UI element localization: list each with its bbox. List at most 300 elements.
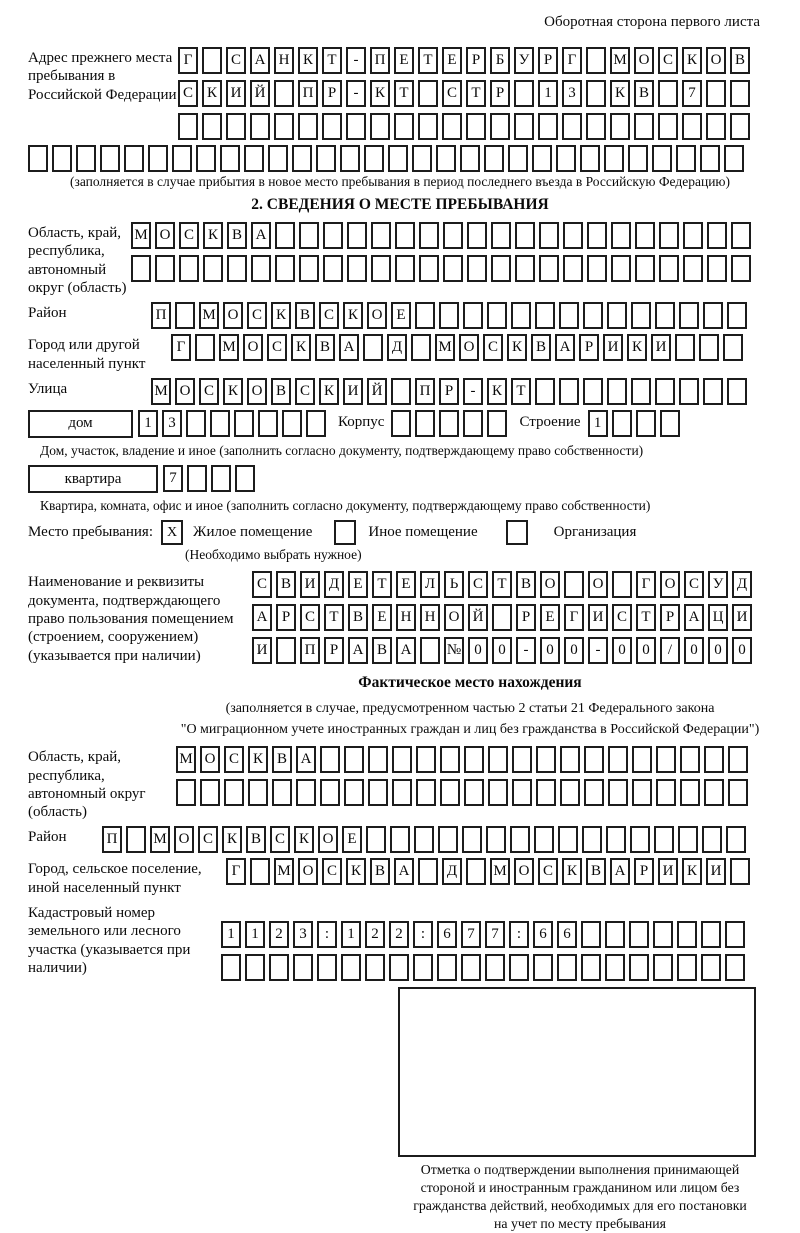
char-cell: № — [444, 637, 464, 664]
char-cell — [368, 779, 388, 806]
char-cell — [704, 746, 724, 773]
char-cell: : — [317, 921, 337, 948]
char-cell: / — [660, 637, 680, 664]
stamp-note-line-1: Отметка о подтверждении выполнения принимающей — [420, 1161, 740, 1177]
char-cell — [514, 80, 534, 107]
char-cell: Д — [324, 571, 344, 598]
char-cell — [511, 302, 531, 329]
char-cell — [584, 779, 604, 806]
char-cell — [538, 113, 558, 140]
char-cell — [535, 378, 555, 405]
char-cell: 6 — [557, 921, 577, 948]
char-cell: С — [247, 302, 267, 329]
char-cell — [296, 779, 316, 806]
char-cell: К — [562, 858, 582, 885]
cadastral-rows — [221, 902, 745, 981]
char-cell: Е — [391, 302, 411, 329]
char-cell — [701, 954, 721, 981]
char-cell: 7 — [682, 80, 702, 107]
char-cell — [512, 779, 532, 806]
char-cell: В — [246, 826, 266, 853]
checkbox-residential — [161, 520, 183, 545]
char-cell — [653, 921, 673, 948]
checkbox-other-premise — [334, 520, 356, 545]
char-cell — [586, 47, 606, 74]
char-cell: М — [274, 858, 294, 885]
char-cell — [341, 954, 361, 981]
char-cell — [440, 746, 460, 773]
char-cell — [558, 826, 578, 853]
char-cell: С — [179, 222, 199, 249]
char-cell — [584, 746, 604, 773]
house-note: Дом, участок, владение и иное (заполнить согласно документу, подтверждающему право собственности) — [40, 442, 644, 458]
char-cell: В — [516, 571, 536, 598]
char-cell: М — [219, 334, 239, 361]
char-cell — [491, 255, 511, 282]
char-cell — [250, 113, 270, 140]
char-cell — [509, 954, 529, 981]
char-cell — [148, 145, 168, 172]
char-cell — [221, 954, 241, 981]
char-cell: С — [468, 571, 488, 598]
korpus-label: Корпус — [338, 413, 385, 430]
char-cell: К — [298, 47, 318, 74]
document-label: Наименование и реквизиты документа, подтверждающего право пользования помещением (строением, сооружением) (указывается при наличии) — [28, 574, 234, 664]
char-cell: Р — [579, 334, 599, 361]
char-cell — [366, 826, 386, 853]
char-cell: Т — [511, 378, 531, 405]
char-cell: К — [203, 222, 223, 249]
char-cell: О — [634, 47, 654, 74]
char-cell: 3 — [293, 921, 313, 948]
char-cell — [560, 779, 580, 806]
street-label: Улица — [28, 380, 68, 397]
char-cell: И — [300, 571, 320, 598]
char-cell: 0 — [564, 637, 584, 664]
char-cell: - — [588, 637, 608, 664]
char-cell — [632, 779, 652, 806]
char-cell: О — [367, 302, 387, 329]
char-cell — [395, 255, 415, 282]
street-row — [28, 378, 772, 405]
char-cell — [508, 145, 528, 172]
char-cell — [202, 113, 222, 140]
char-cell: П — [370, 47, 390, 74]
char-cell — [580, 145, 600, 172]
char-cell: С — [198, 826, 218, 853]
char-cell — [583, 302, 603, 329]
region-rows — [131, 222, 751, 282]
char-cell — [727, 378, 747, 405]
char-cell — [347, 255, 367, 282]
char-cell: К — [507, 334, 527, 361]
char-cell — [607, 302, 627, 329]
char-cell: М — [610, 47, 630, 74]
char-cell: В — [634, 80, 654, 107]
char-cell: К — [222, 826, 242, 853]
char-cell: В — [295, 302, 315, 329]
stamp-note-line-2: стороной и иностранным гражданином или лицом без — [420, 1179, 740, 1195]
char-cell — [635, 255, 655, 282]
char-cell: Д — [387, 334, 407, 361]
char-cell — [675, 334, 695, 361]
char-cell — [557, 954, 577, 981]
char-cell — [250, 858, 270, 885]
apartment-cells — [163, 465, 255, 492]
char-cell — [488, 746, 508, 773]
char-cell — [172, 145, 192, 172]
char-cell — [535, 302, 555, 329]
district-cells — [151, 302, 747, 329]
char-cell: И — [658, 858, 678, 885]
char-cell — [730, 113, 750, 140]
char-cell — [724, 145, 744, 172]
stay-type-note: (Необходимо выбрать нужное) — [185, 547, 362, 563]
char-cell — [731, 222, 751, 249]
district-row — [28, 302, 772, 329]
char-cell: У — [708, 571, 728, 598]
char-cell — [463, 410, 483, 437]
char-cell: Г — [178, 47, 198, 74]
char-cell: Р — [634, 858, 654, 885]
char-cell — [491, 222, 511, 249]
char-cell — [492, 604, 512, 631]
char-cell: М — [176, 746, 196, 773]
char-cell: С — [267, 334, 287, 361]
char-cell — [234, 410, 254, 437]
char-cell — [701, 921, 721, 948]
char-cell: В — [372, 637, 392, 664]
actual-region-cells-1 — [176, 746, 748, 773]
char-cell: Р — [516, 604, 536, 631]
char-cell — [292, 145, 312, 172]
char-cell — [655, 378, 675, 405]
actual-location-note-2: "О миграционном учете иностранных граждан и лиц без гражданства в Российской Федерации") — [180, 721, 760, 737]
char-cell — [656, 779, 676, 806]
char-cell — [467, 222, 487, 249]
apartment-note: Квартира, комната, офис и иное (заполнить согласно документу, подтверждающему право собственности) — [40, 498, 651, 514]
char-cell — [536, 746, 556, 773]
char-cell — [635, 222, 655, 249]
char-cell: В — [586, 858, 606, 885]
char-cell — [652, 145, 672, 172]
char-cell: 7 — [461, 921, 481, 948]
char-cell — [704, 779, 724, 806]
char-cell — [251, 255, 271, 282]
char-cell: 2 — [389, 921, 409, 948]
char-cell: - — [516, 637, 536, 664]
document-rows — [252, 571, 752, 664]
char-cell — [155, 255, 175, 282]
char-cell — [582, 826, 602, 853]
actual-region-row — [28, 746, 772, 821]
char-cell: Г — [636, 571, 656, 598]
char-cell — [510, 826, 530, 853]
char-cell: - — [346, 47, 366, 74]
char-cell: 1 — [341, 921, 361, 948]
char-cell: С — [224, 746, 244, 773]
char-cell: Е — [342, 826, 362, 853]
prev-address-row-1 — [178, 47, 750, 74]
char-cell — [226, 113, 246, 140]
char-cell — [559, 378, 579, 405]
char-cell — [676, 145, 696, 172]
checkbox-residential-mark: X — [166, 524, 178, 540]
char-cell — [532, 145, 552, 172]
char-cell — [699, 334, 719, 361]
char-cell — [656, 746, 676, 773]
char-cell: Т — [418, 47, 438, 74]
char-cell — [344, 746, 364, 773]
char-cell: М — [150, 826, 170, 853]
char-cell — [293, 954, 313, 981]
char-cell — [515, 255, 535, 282]
prev-address-block — [28, 47, 772, 140]
char-cell — [196, 145, 216, 172]
char-cell — [418, 113, 438, 140]
char-cell: С — [442, 80, 462, 107]
char-cell — [439, 410, 459, 437]
cadastral-cells-1 — [221, 921, 745, 948]
char-cell: О — [514, 858, 534, 885]
district-label: Район — [28, 305, 67, 322]
char-cell: 0 — [732, 637, 752, 664]
char-cell: А — [555, 334, 575, 361]
char-cell — [486, 826, 506, 853]
char-cell: К — [346, 858, 366, 885]
char-cell — [731, 255, 751, 282]
char-cell: 3 — [162, 410, 182, 437]
street-cells — [151, 378, 747, 405]
char-cell — [679, 302, 699, 329]
prev-address-label: Адрес прежнего места пребывания в Российской Федерации — [28, 50, 177, 103]
char-cell — [463, 302, 483, 329]
char-cell: К — [291, 334, 311, 361]
char-cell — [611, 255, 631, 282]
char-cell: О — [155, 222, 175, 249]
char-cell: М — [151, 378, 171, 405]
char-cell: Н — [420, 604, 440, 631]
char-cell: : — [509, 921, 529, 948]
char-cell — [660, 410, 680, 437]
char-cell — [534, 826, 554, 853]
char-cell: П — [151, 302, 171, 329]
char-cell: А — [251, 222, 271, 249]
char-cell — [677, 954, 697, 981]
char-cell — [443, 222, 463, 249]
char-cell — [420, 637, 440, 664]
char-cell: : — [413, 921, 433, 948]
char-cell — [606, 826, 626, 853]
char-cell — [440, 779, 460, 806]
char-cell: К — [610, 80, 630, 107]
char-cell: 0 — [684, 637, 704, 664]
char-cell: С — [538, 858, 558, 885]
char-cell — [488, 779, 508, 806]
char-cell — [703, 378, 723, 405]
char-cell — [178, 113, 198, 140]
actual-region-rows — [176, 746, 748, 806]
char-cell: А — [684, 604, 704, 631]
char-cell: Ь — [444, 571, 464, 598]
char-cell: А — [339, 334, 359, 361]
char-cell — [485, 954, 505, 981]
char-cell — [728, 746, 748, 773]
char-cell — [414, 826, 434, 853]
char-cell — [268, 145, 288, 172]
char-cell — [562, 113, 582, 140]
char-cell — [560, 746, 580, 773]
char-cell — [306, 410, 326, 437]
char-cell — [371, 222, 391, 249]
char-cell — [224, 779, 244, 806]
char-cell: К — [202, 80, 222, 107]
char-cell: М — [199, 302, 219, 329]
char-cell: С — [199, 378, 219, 405]
char-cell — [631, 302, 651, 329]
char-cell: О — [660, 571, 680, 598]
char-cell — [659, 255, 679, 282]
char-cell: В — [348, 604, 368, 631]
char-cell — [211, 465, 231, 492]
char-cell — [653, 954, 673, 981]
char-cell: О — [174, 826, 194, 853]
char-cell: С — [300, 604, 320, 631]
char-cell: К — [294, 826, 314, 853]
char-cell: А — [610, 858, 630, 885]
char-cell — [612, 571, 632, 598]
char-cell: О — [200, 746, 220, 773]
char-cell — [299, 222, 319, 249]
char-cell — [320, 779, 340, 806]
char-cell — [514, 113, 534, 140]
char-cell — [28, 145, 48, 172]
stamp-note-line-4: на учет по месту пребывания — [494, 1215, 666, 1231]
char-cell: В — [730, 47, 750, 74]
actual-district-row — [28, 826, 772, 853]
char-cell: 1 — [538, 80, 558, 107]
char-cell: М — [435, 334, 455, 361]
region-cells-1 — [131, 222, 751, 249]
char-cell — [323, 222, 343, 249]
char-cell: А — [348, 637, 368, 664]
char-cell: И — [226, 80, 246, 107]
char-cell: Р — [490, 80, 510, 107]
char-cell: О — [223, 302, 243, 329]
section2-heading: 2. СВЕДЕНИЯ О МЕСТЕ ПРЕБЫВАНИЯ — [251, 196, 549, 214]
char-cell: Н — [274, 47, 294, 74]
char-cell — [611, 222, 631, 249]
char-cell — [610, 113, 630, 140]
char-cell — [282, 410, 302, 437]
char-cell — [678, 826, 698, 853]
char-cell: П — [300, 637, 320, 664]
char-cell — [586, 80, 606, 107]
char-cell — [658, 113, 678, 140]
char-cell — [227, 255, 247, 282]
char-cell: О — [459, 334, 479, 361]
char-cell: К — [319, 378, 339, 405]
actual-district-label: Район — [28, 829, 67, 846]
char-cell — [464, 779, 484, 806]
char-cell: Т — [324, 604, 344, 631]
char-cell — [391, 378, 411, 405]
char-cell: Е — [372, 604, 392, 631]
actual-location-header — [28, 673, 772, 738]
char-cell: О — [243, 334, 263, 361]
char-cell: О — [298, 858, 318, 885]
char-cell: С — [178, 80, 198, 107]
char-cell: 0 — [492, 637, 512, 664]
char-cell — [200, 779, 220, 806]
char-cell: Е — [540, 604, 560, 631]
char-cell: С — [322, 858, 342, 885]
confirmation-stamp-box — [398, 987, 756, 1157]
char-cell: 1 — [138, 410, 158, 437]
char-cell: Й — [250, 80, 270, 107]
char-cell — [605, 954, 625, 981]
char-cell: Т — [466, 80, 486, 107]
char-cell: Р — [439, 378, 459, 405]
char-cell: П — [298, 80, 318, 107]
char-cell: П — [415, 378, 435, 405]
char-cell: Г — [171, 334, 191, 361]
char-cell: - — [346, 80, 366, 107]
char-cell — [655, 302, 675, 329]
char-cell — [210, 410, 230, 437]
char-cell: Т — [322, 47, 342, 74]
char-cell: 7 — [485, 921, 505, 948]
prev-address-row-3 — [178, 113, 750, 140]
actual-district-cells — [102, 826, 746, 853]
char-cell — [368, 746, 388, 773]
char-cell: К — [343, 302, 363, 329]
char-cell: К — [370, 80, 390, 107]
char-cell — [730, 80, 750, 107]
char-cell — [682, 113, 702, 140]
actual-city-row — [28, 858, 772, 897]
char-cell: 2 — [269, 921, 289, 948]
char-cell — [556, 145, 576, 172]
actual-location-heading: Фактическое место нахождения — [358, 673, 582, 691]
char-cell — [700, 145, 720, 172]
char-cell: А — [394, 858, 414, 885]
char-cell: К — [271, 302, 291, 329]
char-cell — [126, 826, 146, 853]
char-cell: 3 — [562, 80, 582, 107]
char-cell: К — [682, 47, 702, 74]
char-cell: Р — [276, 604, 296, 631]
stay-type-label: Место пребывания: — [28, 524, 153, 541]
char-cell — [658, 80, 678, 107]
stamp-note — [380, 1161, 780, 1233]
char-cell — [680, 746, 700, 773]
char-cell — [436, 145, 456, 172]
char-cell: 0 — [636, 637, 656, 664]
char-cell: О — [540, 571, 560, 598]
char-cell — [563, 222, 583, 249]
char-cell — [347, 222, 367, 249]
char-cell — [394, 113, 414, 140]
char-cell — [176, 779, 196, 806]
char-cell — [195, 334, 215, 361]
char-cell — [539, 255, 559, 282]
char-cell — [370, 113, 390, 140]
stroenie-cells — [588, 410, 680, 437]
page-title: Оборотная сторона первого листа — [544, 14, 760, 30]
char-cell: В — [315, 334, 335, 361]
char-cell — [439, 302, 459, 329]
